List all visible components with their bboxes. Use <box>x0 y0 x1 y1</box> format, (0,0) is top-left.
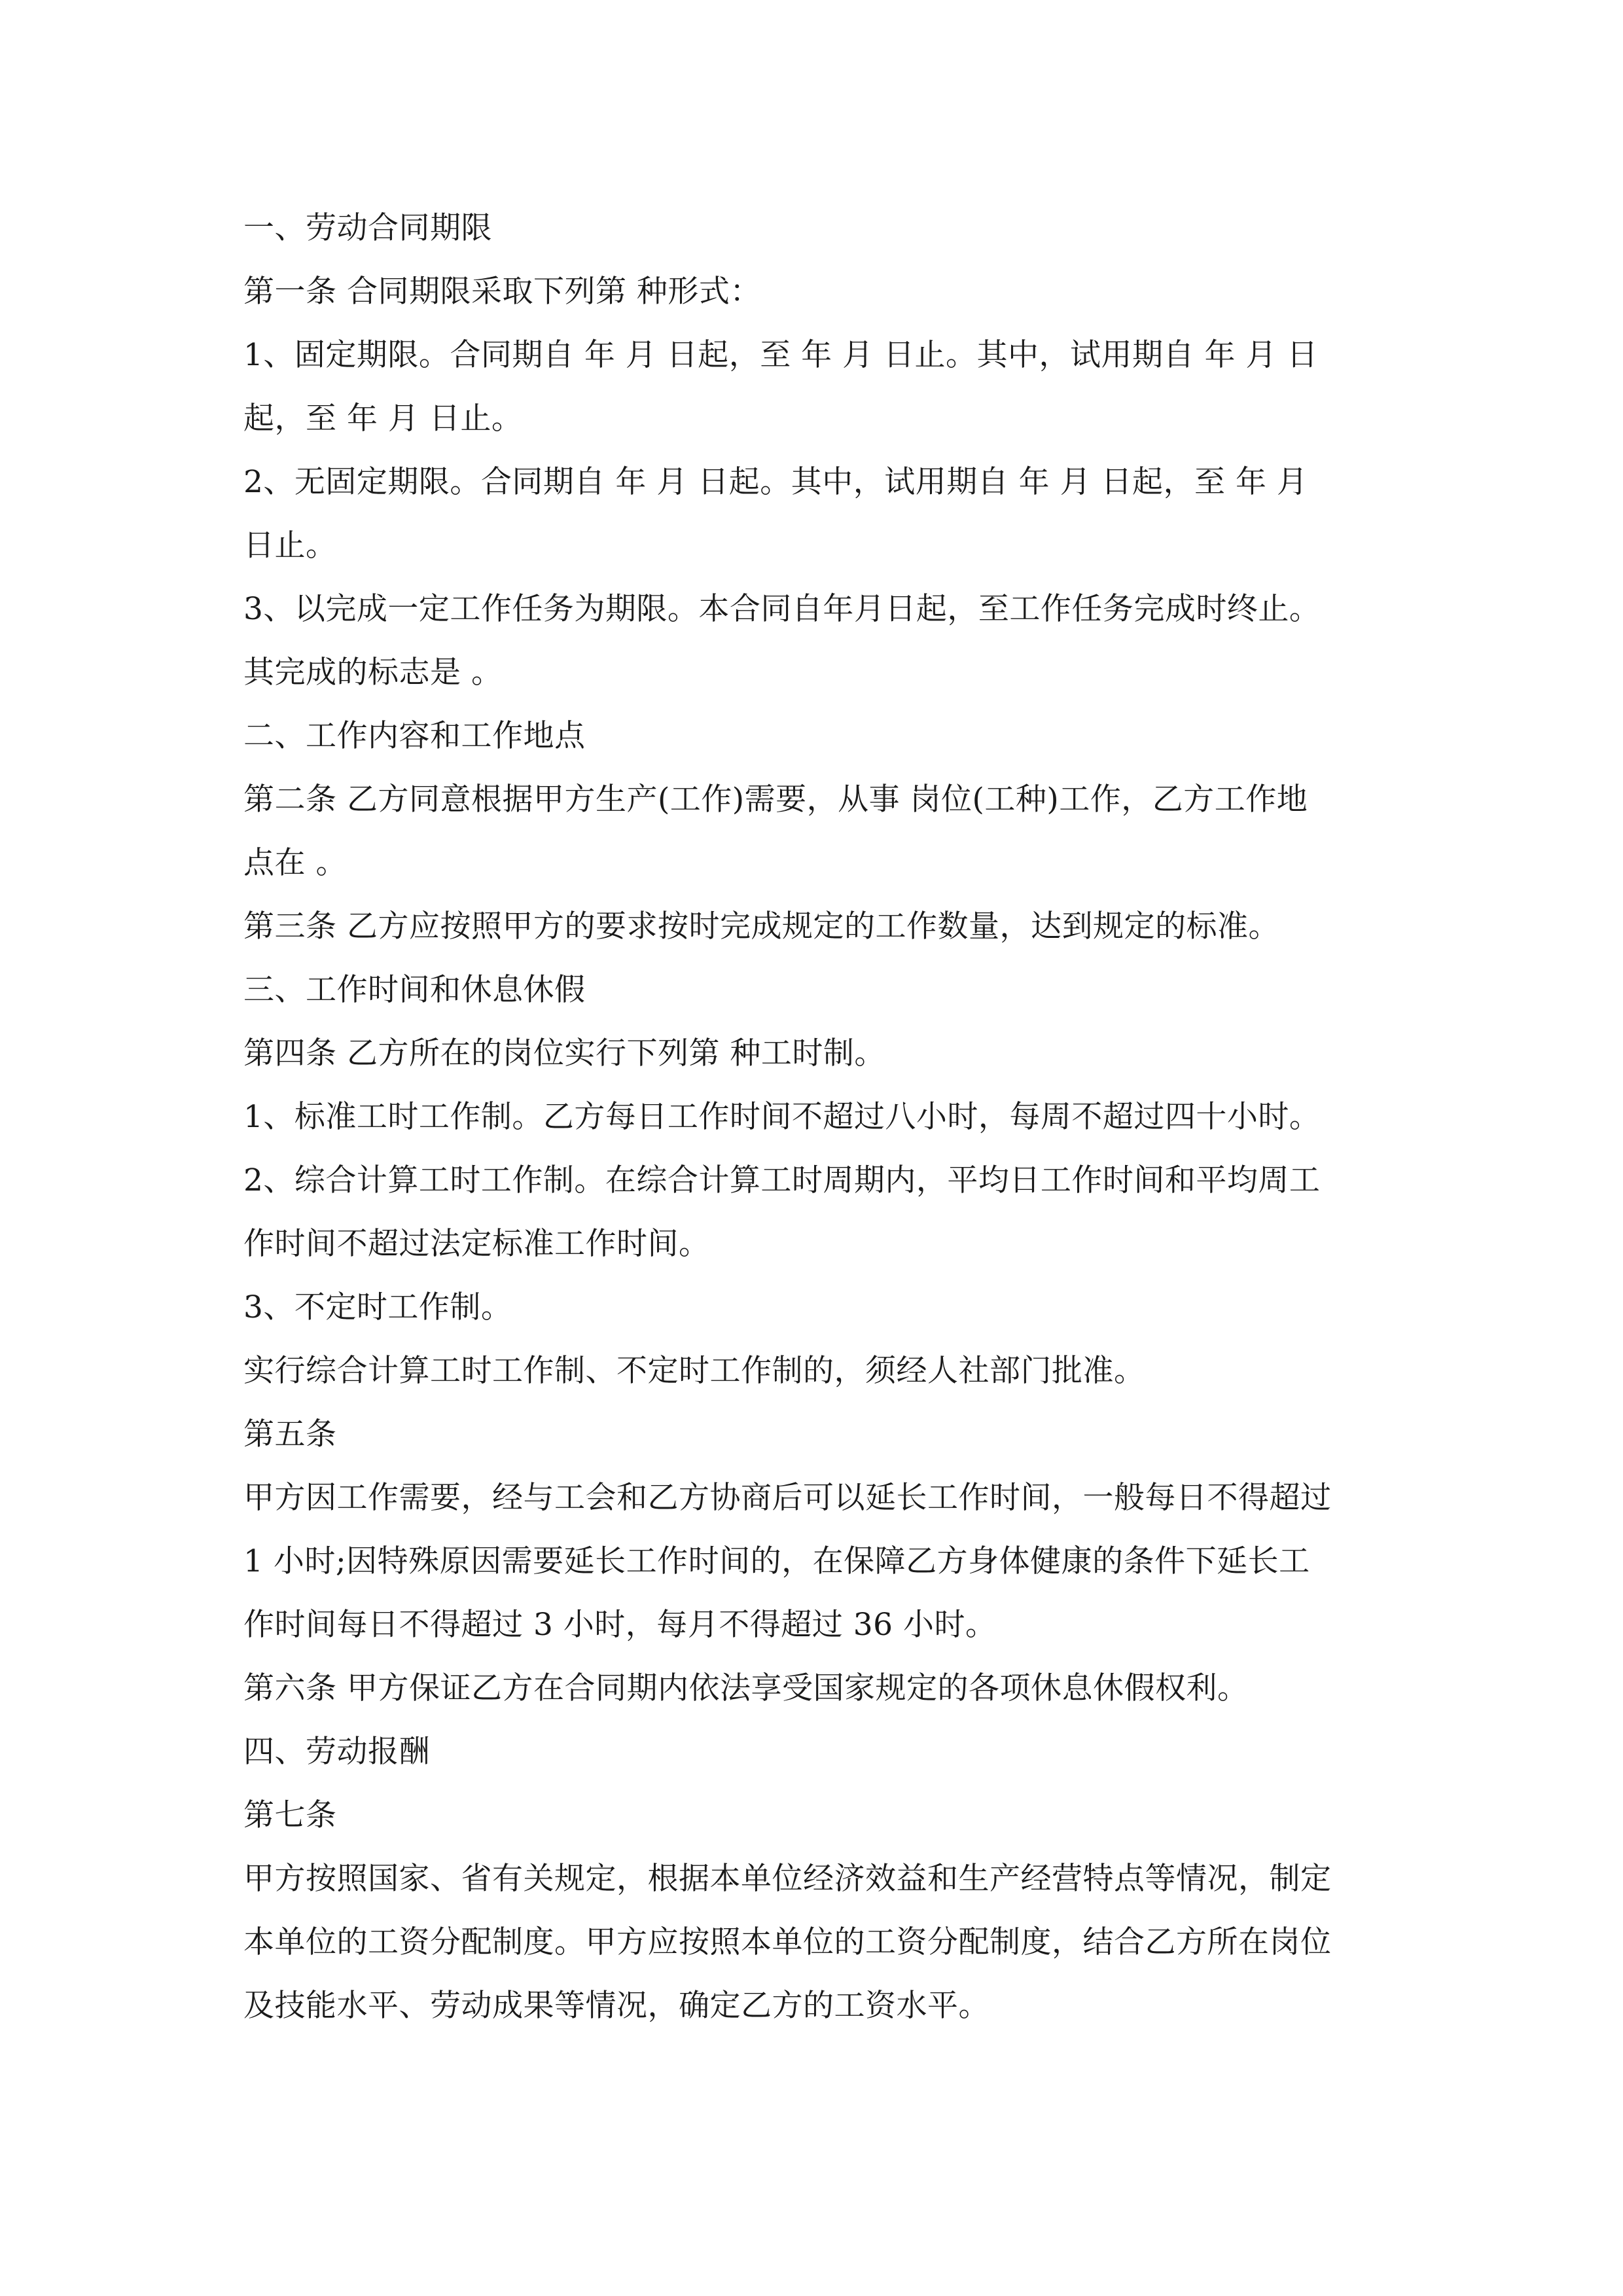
article-4-note: 实行综合计算工时工作制、不定时工作制的，须经人社部门批准。 <box>243 1353 1145 1389</box>
article-1: 第一条 合同期限采取下列第 种形式： <box>243 274 761 310</box>
article-1-option-3: 3、以完成一定工作任务为期限。本合同自年月日起，至工作任务完成时终止。 <box>243 591 1321 627</box>
article-4-option-1: 1、标准工时工作制。乙方每日工作时间不超过八小时，每周不超过四十小时。 <box>243 1099 1321 1135</box>
section-heading-3: 三、工作时间和休息休假 <box>243 972 586 1008</box>
article-5-text-cont-2: 作时间每日不得超过 3 小时，每月不得超过 36 小时。 <box>243 1607 997 1643</box>
article-7-text-cont-1: 本单位的工资分配制度。甲方应按照本单位的工资分配制度，结合乙方所在岗位 <box>243 1924 1332 1960</box>
article-5: 第五条 <box>243 1416 337 1452</box>
article-6: 第六条 甲方保证乙方在合同期内依法享受国家规定的各项休息休假权利。 <box>243 1670 1249 1706</box>
article-4-option-2: 2、综合计算工时工作制。在综合计算工时周期内，平均日工作时间和平均周工 <box>243 1162 1321 1198</box>
article-1-option-2: 2、无固定期限。合同期自 年 月 日起。其中，试用期自 年 月 日起，至 年 月 <box>243 464 1308 500</box>
article-2-cont: 点在 。 <box>243 845 347 881</box>
article-4-option-3: 3、不定时工作制。 <box>243 1289 512 1325</box>
article-7-text-cont-2: 及技能水平、劳动成果等情况，确定乙方的工资水平。 <box>243 1988 990 2024</box>
section-heading-4: 四、劳动报酬 <box>243 1734 430 1770</box>
article-4: 第四条 乙方所在的岗位实行下列第 种工时制。 <box>243 1035 885 1071</box>
article-4-option-2-cont: 作时间不超过法定标准工作时间。 <box>243 1226 710 1262</box>
article-1-option-3-cont: 其完成的标志是 。 <box>243 655 503 691</box>
contract-body <box>243 196 1382 2037</box>
article-3: 第三条 乙方应按照甲方的要求按时完成规定的工作数量，达到规定的标准。 <box>243 908 1279 944</box>
article-5-text: 甲方因工作需要，经与工会和乙方协商后可以延长工作时间，一般每日不得超过 <box>243 1480 1332 1516</box>
article-1-option-1-cont: 起，至 年 月 日止。 <box>243 401 523 437</box>
article-7: 第七条 <box>243 1797 337 1833</box>
article-7-text: 甲方按照国家、省有关规定，根据本单位经济效益和生产经营特点等情况，制定 <box>243 1861 1332 1897</box>
section-heading-2: 二、工作内容和工作地点 <box>243 718 586 754</box>
article-5-text-cont-1: 1 小时;因特殊原因需要延长工作时间的，在保障乙方身体健康的条件下延长工 <box>243 1543 1310 1579</box>
section-heading-1: 一、劳动合同期限 <box>243 210 492 246</box>
article-1-option-2-cont: 日止。 <box>243 528 337 564</box>
article-1-option-1: 1、固定期限。合同期自 年 月 日起，至 年 月 日止。其中，试用期自 年 月 日 <box>243 337 1318 373</box>
article-2: 第二条 乙方同意根据甲方生产(工作)需要，从事 岗位(工种)工作，乙方工作地 <box>243 781 1308 817</box>
